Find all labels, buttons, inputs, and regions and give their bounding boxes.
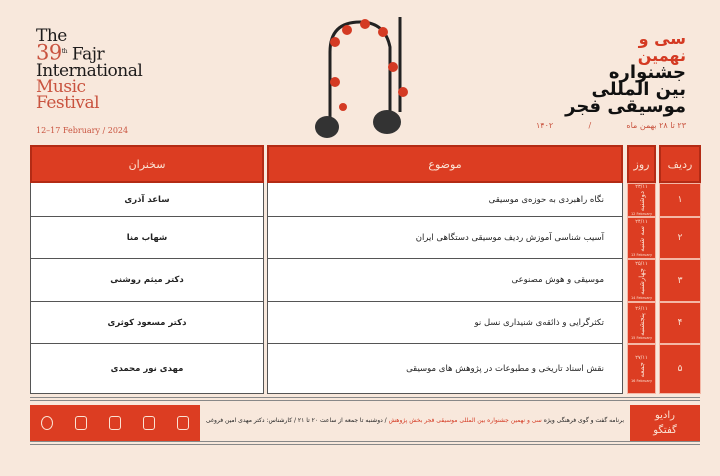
- table-row-topic: [267, 259, 623, 302]
- day-name: جمعه: [637, 362, 646, 378]
- topic-column: [267, 145, 623, 394]
- day-en-date: 16 February: [630, 378, 653, 383]
- speaker-name: دکتر میثم روشنی: [110, 275, 184, 285]
- sponsor-logo-icon: [41, 416, 53, 430]
- festival-dates-persian: [536, 121, 686, 130]
- header-speakers: سخنران: [30, 145, 264, 183]
- fa-title-line3: جشنواره: [608, 62, 686, 83]
- row-number: ۱: [659, 183, 701, 217]
- program-text-highlight: سی و نهمین جشنواره بین المللی موسیقی فجر بخش پژوهش: [388, 417, 542, 424]
- title-39-fajr: [36, 40, 142, 65]
- header-topic: موضوع: [267, 145, 623, 183]
- speaker-cell: [30, 217, 264, 259]
- day-column: [627, 145, 656, 394]
- speakers-column: [30, 145, 264, 394]
- fa-title-line5: موسیقی فجر: [565, 96, 686, 117]
- day-en-date: 13 February: [630, 252, 653, 257]
- day-name: چهارشنبه: [637, 268, 646, 295]
- day-fa-date: ۲۴/۱۱: [635, 219, 648, 226]
- fa-dates: ۲۳ تا ۲۸ بهمن ماه: [626, 121, 686, 130]
- table-row-topic: [267, 217, 623, 259]
- day-en-date: 15 February: [630, 336, 653, 341]
- title-fajr: Fajr: [71, 44, 105, 65]
- topic-text: آسیب شناسی آموزش ردیف موسیقی دستگاهی ایران: [415, 232, 604, 243]
- day-en-date: 12 February: [630, 212, 653, 217]
- speaker-name: شهاب منا: [126, 232, 168, 243]
- header-day: روز: [627, 145, 656, 183]
- speaker-cell: [30, 302, 264, 344]
- festival-title-english: [36, 28, 142, 111]
- sponsor-logo-icon: [143, 416, 155, 430]
- topic-text: تکثرگرایی و ذائقه‌ی شنیداری نسل نو: [474, 317, 604, 328]
- speaker-name: ساعد آذری: [124, 194, 170, 205]
- speaker-cell: [30, 344, 264, 394]
- festival-dates-english: 12–17 February / 2024: [36, 126, 129, 135]
- day-fa-date: ۲۷/۱۱: [635, 355, 648, 362]
- header-row-number: ردیف: [659, 145, 701, 183]
- goftogoo-label: گفتگو: [653, 425, 677, 436]
- fa-year: ۱۴۰۲: [536, 121, 554, 130]
- sponsor-logo-icon: [75, 416, 87, 430]
- title-the: The: [36, 26, 67, 46]
- radio-footer: [30, 397, 700, 445]
- edition-suffix: th: [61, 48, 68, 55]
- day-cell: [627, 259, 656, 302]
- row-number-column: [659, 145, 701, 394]
- radio-label: رادیو: [654, 410, 675, 421]
- fa-title-line2: نهمین: [637, 46, 686, 65]
- row-number: ۵: [659, 344, 701, 394]
- day-fa-date: ۲۶/۱۱: [635, 305, 648, 312]
- festival-emblem-icon: [315, 12, 415, 144]
- fa-date-sep: /: [588, 121, 592, 130]
- topic-text: نگاه راهبردی به حوزه‌ی موسیقی: [488, 194, 604, 205]
- day-cell: [627, 302, 656, 344]
- program-text-pre: برنامه گفت و گوی فرهنگی ویژه: [543, 417, 624, 424]
- speaker-cell: [30, 259, 264, 302]
- table-row-topic: [267, 302, 623, 344]
- day-name: پنجشنبه: [637, 312, 646, 336]
- day-cell: [627, 344, 656, 394]
- row-number: ۳: [659, 259, 701, 302]
- day-en-date: 14 February: [630, 295, 653, 300]
- topic-text: نقش اسناد تاریخی و مطبوعات در پژوهش های موسیقی: [406, 363, 604, 374]
- edition-number: 39: [36, 40, 62, 65]
- speaker-name: مهدی نور محمدی: [110, 363, 184, 374]
- radio-goftogoo-logo: [630, 405, 700, 441]
- program-text-post: / دوشنبه تا جمعه از ساعت ۲۰ تا ۲۱ / کارشناس: دکتر مهدی امین فروغی: [205, 417, 387, 424]
- speaker-cell: [30, 183, 264, 217]
- title-festival: Festival: [36, 92, 100, 113]
- sponsor-logo-icon: [177, 416, 189, 430]
- speaker-name: دکتر مسعود کوثری: [107, 317, 187, 328]
- row-number: ۴: [659, 302, 701, 344]
- row-number: ۲: [659, 217, 701, 259]
- program-description: [206, 417, 624, 424]
- festival-title-persian: [565, 30, 686, 115]
- sponsor-logos: [30, 405, 200, 441]
- fa-title-line4: بین المللی: [591, 79, 686, 100]
- title-international: International: [36, 60, 143, 81]
- title-music: Music: [36, 76, 86, 97]
- sponsor-logo-icon: [109, 416, 121, 430]
- day-cell: [627, 183, 656, 217]
- topic-text: موسیقی و هوش مصنوعی: [511, 275, 604, 285]
- day-name: سه شنبه: [637, 226, 646, 252]
- day-fa-date: ۲۵/۱۱: [635, 261, 648, 268]
- fa-title-line1: سی و: [638, 29, 686, 48]
- table-row-topic: [267, 344, 623, 394]
- day-name: دوشنبه: [637, 190, 646, 212]
- day-fa-date: ۲۳/۱۱: [635, 183, 648, 190]
- table-row-topic: [267, 183, 623, 217]
- day-cell: [627, 217, 656, 259]
